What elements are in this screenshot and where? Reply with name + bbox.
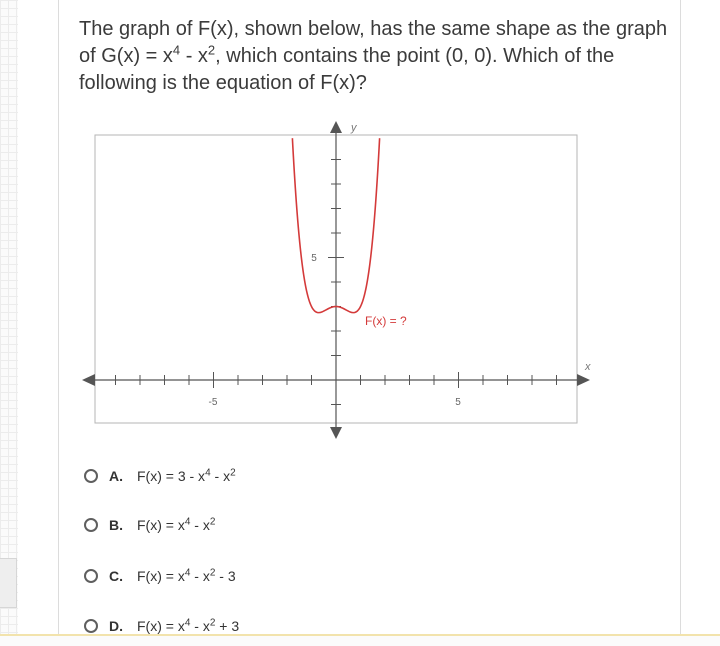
x-axis-right-arrow: [577, 374, 590, 386]
radio-a[interactable]: [84, 469, 98, 483]
choice-text-part: 2: [209, 567, 216, 579]
choice-text-part: - 3: [215, 568, 236, 584]
question-part: 4: [172, 42, 181, 58]
x-axis-label: x: [585, 361, 591, 373]
choice-a-letter: A.: [109, 468, 123, 484]
choice-text-part: F(x) = 3 - x: [137, 468, 206, 484]
y-axis-up-arrow: [330, 121, 342, 133]
choice-a-text: [137, 468, 236, 484]
x-tick-label-neg5: -5: [208, 397, 218, 408]
choice-text-part: - x: [190, 568, 210, 584]
choice-b-letter: B.: [109, 517, 123, 533]
choice-a[interactable]: [84, 463, 236, 489]
choice-text-part: 4: [184, 567, 191, 579]
choice-text-part: 4: [184, 516, 191, 528]
question-part: , which contains the point (0, 0). Which of the following is the equation of F(x)?: [79, 45, 615, 94]
y-tick-label-5: 5: [311, 253, 317, 264]
choice-text-part: - x: [190, 618, 210, 634]
radio-c[interactable]: [84, 569, 98, 583]
question-part: - x: [180, 45, 208, 67]
choice-text-part: F(x) = x: [137, 618, 185, 634]
choice-text-part: 4: [184, 617, 191, 629]
choice-d-text: [137, 618, 239, 634]
left-panel-strip: [0, 0, 18, 646]
choice-b-text: [137, 517, 215, 533]
choice-text-part: 4: [205, 467, 211, 479]
choice-text-part: 2: [209, 617, 216, 629]
choice-text-part: F(x) = x: [137, 517, 185, 533]
choice-d[interactable]: [84, 613, 239, 639]
x-axis-left-arrow: [82, 374, 95, 386]
function-graph: [80, 118, 600, 443]
choice-text-part: + 3: [215, 618, 240, 634]
choice-c-text: [137, 568, 236, 584]
left-panel-tab[interactable]: [0, 558, 17, 608]
choice-text-part: 2: [209, 516, 216, 528]
question-part: 2: [207, 42, 216, 58]
y-axis-label: y: [351, 122, 357, 134]
choice-c-letter: C.: [109, 568, 123, 584]
choice-b[interactable]: [84, 512, 215, 538]
choice-c[interactable]: [84, 563, 236, 589]
content-right-border: [680, 0, 681, 640]
content-left-border: [58, 0, 59, 640]
choice-text-part: 2: [230, 467, 236, 479]
choice-text-part: F(x) = x: [137, 568, 185, 584]
choice-text-part: - x: [190, 517, 210, 533]
choice-text-part: - x: [210, 468, 231, 484]
curve-label: F(x) = ?: [365, 314, 407, 328]
radio-d[interactable]: [84, 619, 98, 633]
question-part: The graph of F(x), shown below, has the same shape as the graph of G(x) = x: [79, 18, 668, 67]
choice-d-letter: D.: [109, 618, 123, 634]
radio-b[interactable]: [84, 518, 98, 532]
x-tick-label-5: 5: [455, 397, 461, 408]
question-text: [79, 16, 674, 97]
y-axis-down-arrow: [330, 427, 342, 439]
